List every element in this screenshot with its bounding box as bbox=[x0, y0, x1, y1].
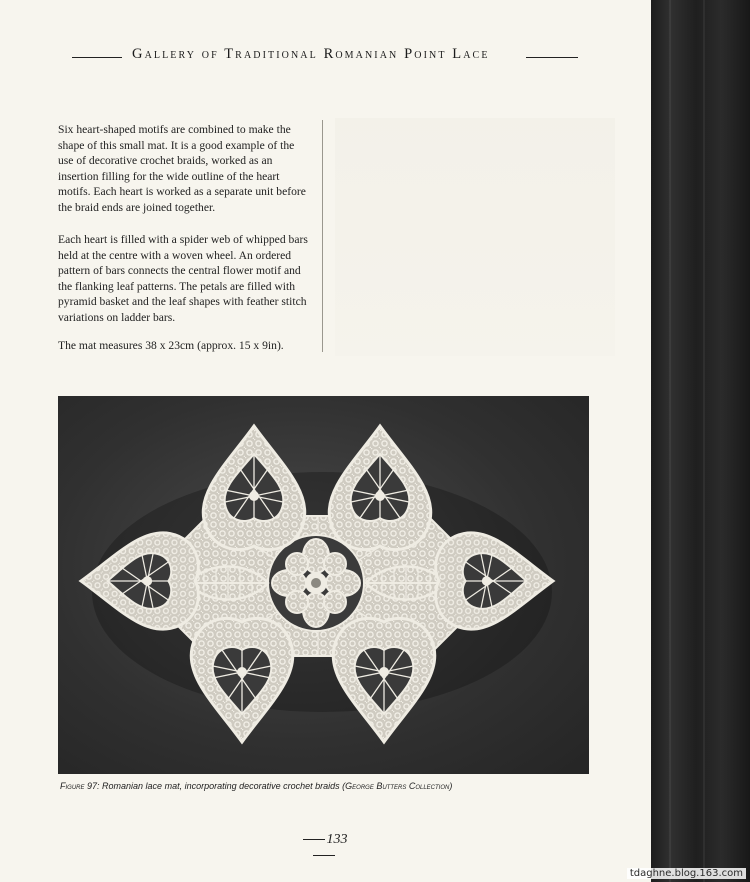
header-rule-right bbox=[526, 57, 578, 58]
paragraph-1: Six heart-shaped motifs are combined to make the shape of this small mat. It is a good example of the use of decorative crochet braids, worked as an insertion filling for the wide outline of the heart motifs. Each heart is worked as a separate unit before the braid ends are joined together. bbox=[58, 123, 306, 214]
scan-dark-margin bbox=[651, 0, 750, 882]
figure-label: Figure 97: bbox=[60, 781, 100, 791]
central-flower-motif bbox=[268, 535, 364, 631]
running-header: Gallery of Traditional Romanian Point Lace bbox=[132, 46, 490, 62]
folio-dash-right bbox=[313, 855, 335, 856]
paragraph-3: The mat measures 38 x 23cm (approx. 15 x 9in). bbox=[58, 339, 284, 352]
lace-mat-illustration bbox=[58, 396, 589, 774]
figure-caption bbox=[60, 781, 620, 791]
blog-watermark: tdaghne.blog.163.com bbox=[627, 868, 746, 879]
folio-dash-left bbox=[303, 839, 325, 840]
figure-caption-text: Romanian lace mat, incorporating decorative crochet braids bbox=[102, 781, 340, 791]
heart-motif-bottom-left bbox=[191, 618, 293, 742]
heart-motif-top-left bbox=[203, 426, 305, 550]
margin-stripe bbox=[703, 0, 705, 882]
margin-stripe bbox=[669, 0, 671, 882]
header-rule-left bbox=[72, 57, 122, 58]
show-through-text-area bbox=[335, 118, 615, 356]
lace-mat-photograph bbox=[58, 396, 589, 774]
figure-credit: (George Butters Collection) bbox=[342, 781, 453, 791]
heart-motif-top-right bbox=[329, 426, 431, 550]
paragraph-2: Each heart is filled with a spider web of whipped bars held at the centre with a woven wheel. An ordered pattern of bars connects the central flower motif and the flanking leaf patterns. The petals are filled with pyramid basket and the leaf shapes with feather stitch variations on ladder bars. bbox=[58, 233, 308, 324]
column-rule bbox=[322, 120, 323, 352]
page-number-block bbox=[289, 832, 359, 864]
heart-motif-bottom-right bbox=[333, 618, 435, 742]
page-number: 133 bbox=[326, 832, 348, 847]
